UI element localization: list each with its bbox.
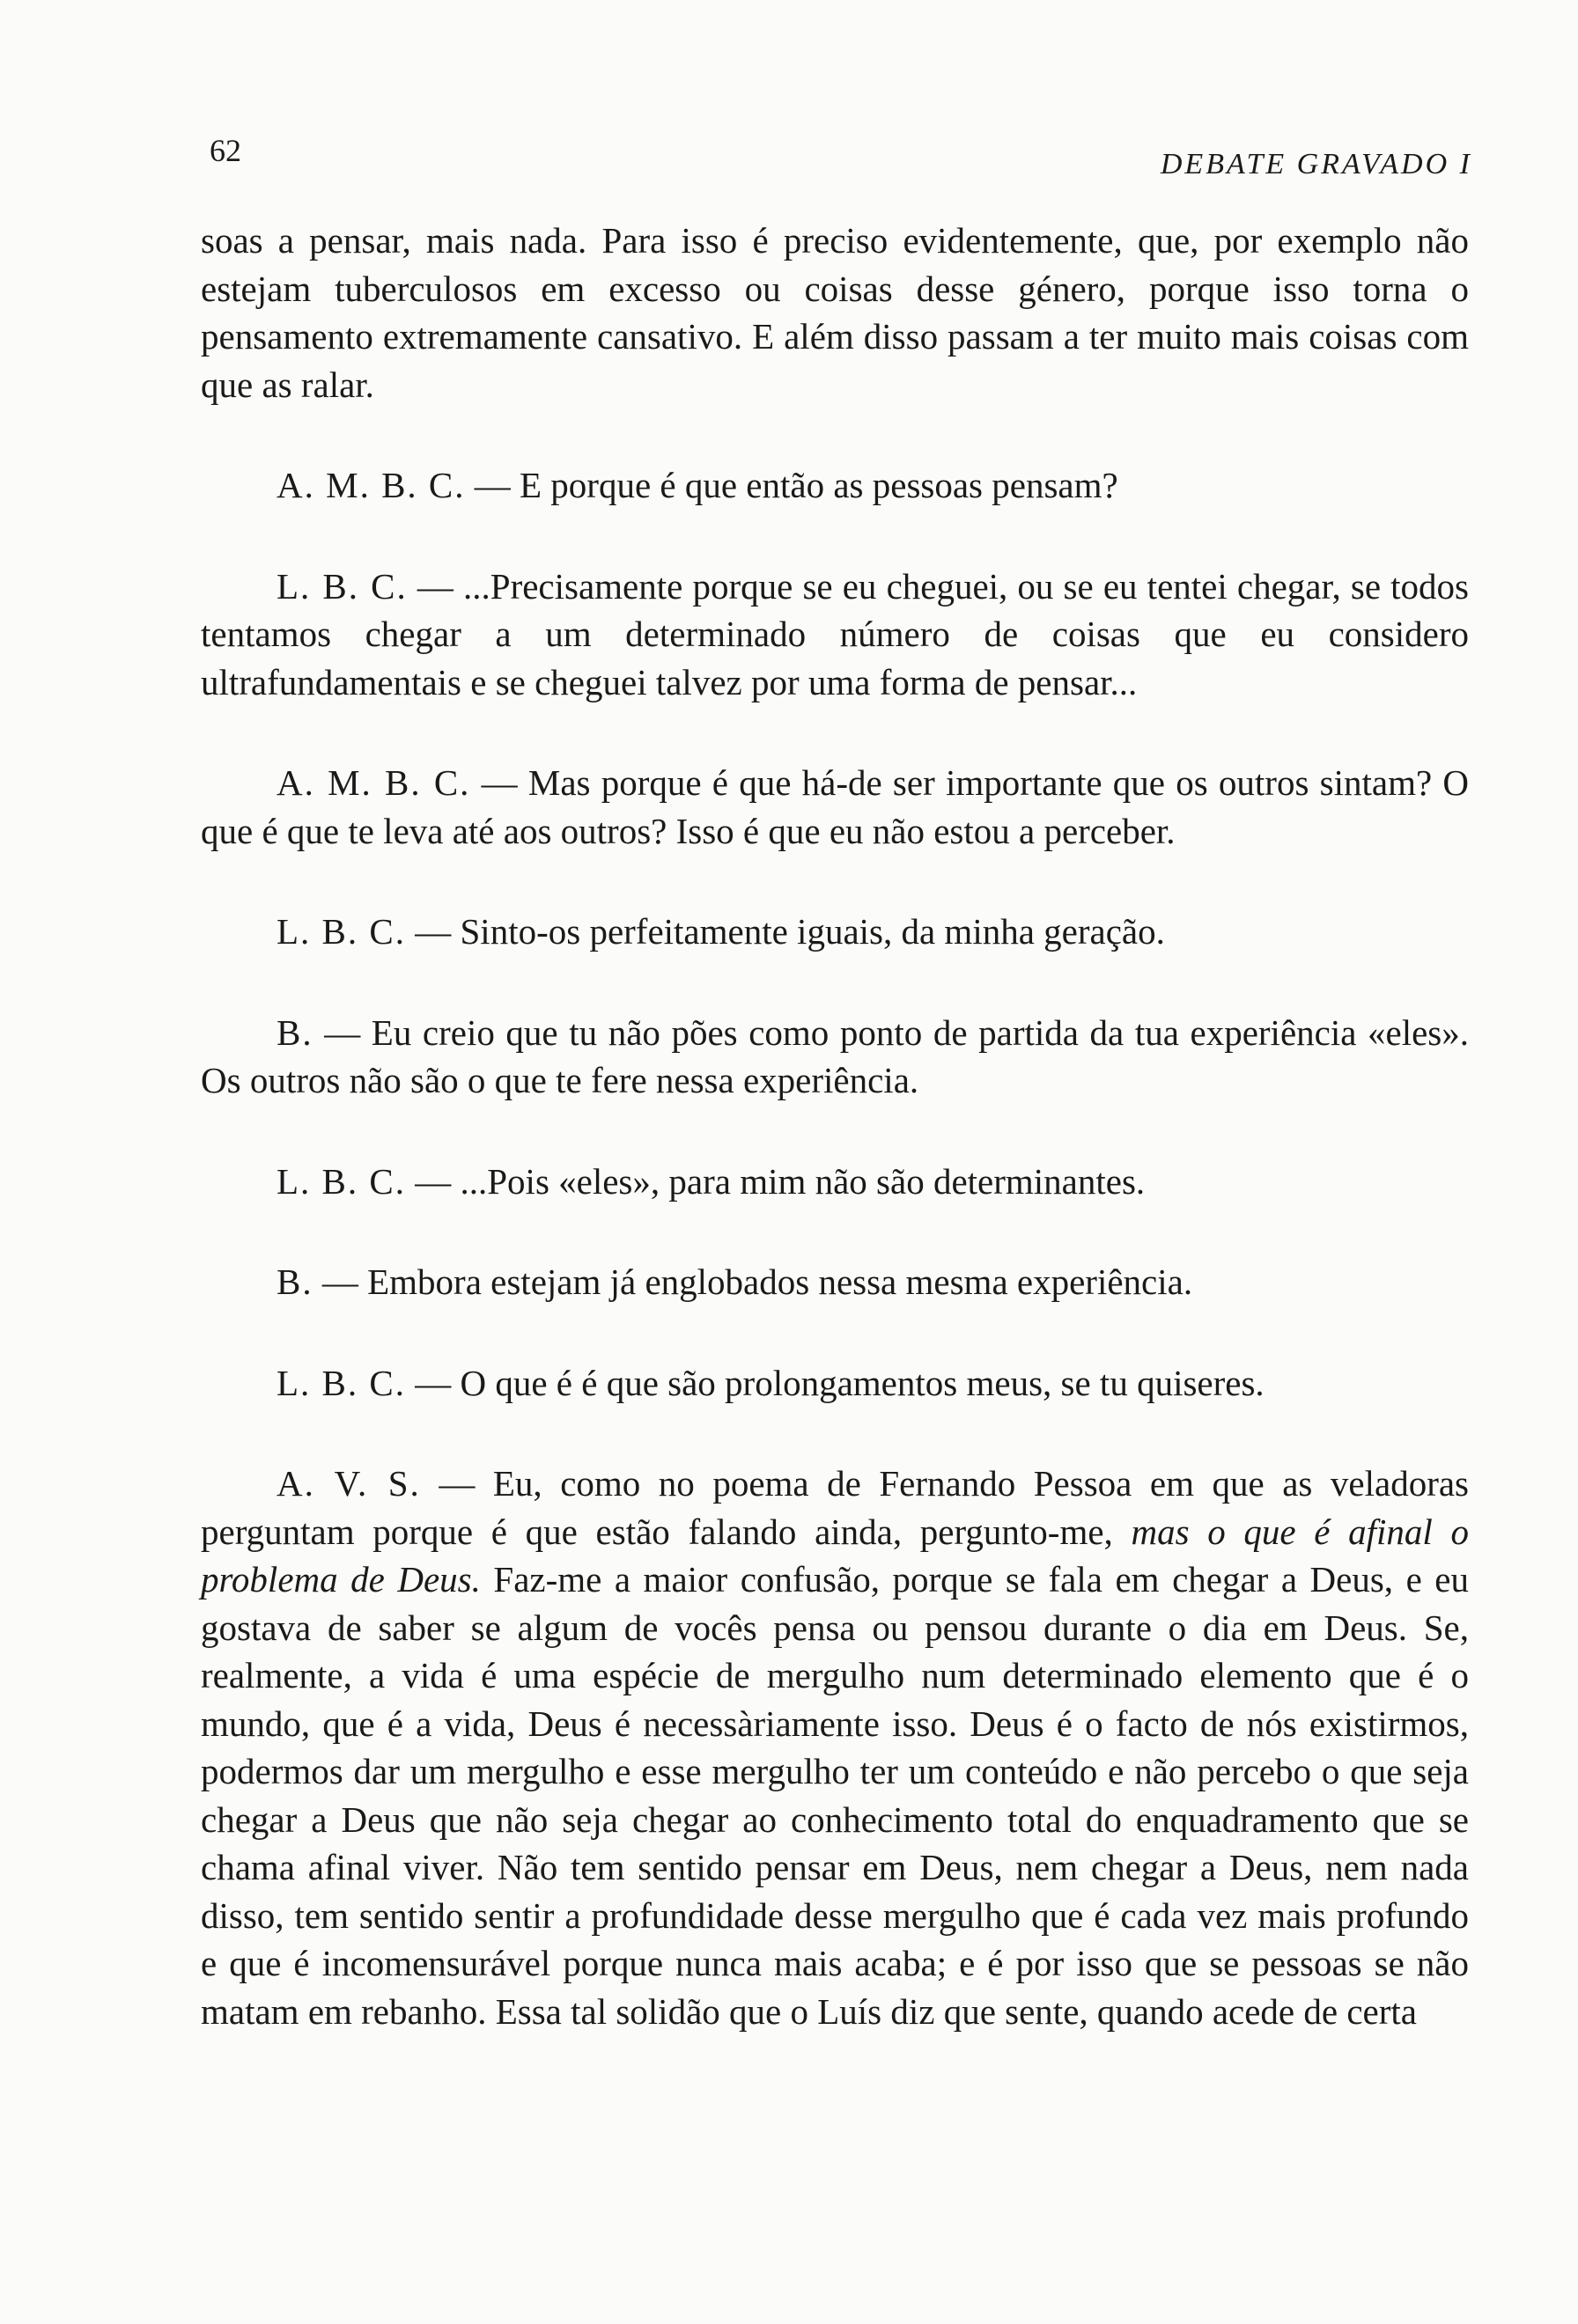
paragraph-continuation [201,217,1469,408]
body-text [201,217,1469,2035]
page-header [210,132,1472,185]
dialogue-paragraph [201,1158,1469,1206]
speaker-initials: A. M. B. C. [277,762,471,803]
dialogue-paragraph [201,461,1469,510]
paragraph-text: — Sinto-os perfeitamente iguais, da minha geração. [415,911,1165,952]
speaker-initials: L. B. C. [277,565,408,607]
speaker-initials: A. V. S. [277,1463,421,1504]
speaker-initials: B. [277,1011,313,1053]
paragraph-text: — E porque é que então as pessoas pensam? [474,465,1118,505]
dialogue-paragraph [201,1258,1469,1306]
speaker-initials: L. B. C. [277,1362,406,1403]
paragraph-text: — Eu, como no poema de Fernando Pessoa em que as veladoras perguntam porque é que estão falando ainda, pergunto-me, [201,1463,1469,1552]
dialogue-paragraph [201,908,1469,956]
paragraph-text: soas a pensar, mais nada. Para isso é preciso evidentemente, que, por exemplo não estejam tuberculosos em excesso ou coisas desse género, porque isso torna o pensamento extremamente cansativo. E além disso passam a ter muito mais coisas com que as ralar. [201,220,1469,405]
dialogue-paragraph [201,759,1469,855]
italic-phrase: mas o que é afinal o problema de Deus. [201,1511,1470,1600]
paragraph-text: — Mas porque é que há-de ser importante que os outros sintam? O que é que te leva até aos outros? Isso é que eu não estou a perceber. [201,762,1469,851]
dialogue-paragraph [201,1009,1469,1105]
dialogue-paragraph [201,1359,1469,1408]
paragraph-text: — Embora estejam já englobados nessa mesma experiência. [321,1261,1193,1302]
speaker-initials: L. B. C. [277,1160,406,1202]
paragraph-text: Faz-me a maior confusão, porque se fala em chegar a Deus, e eu gostava de saber se algum de vocês pensa ou pensou durante o dia em Deus. Se, realmente, a vida é uma espécie de mergulho num determinado elemento que é o mundo, que é a vida, Deus é necessàriamente isso. Deus é o facto de nós existirmos, podermos dar um mergulho e esse mergulho ter um conteúdo e não percebo o que seja chegar a Deus que não seja chegar ao conhecimento total do enquadramento que se chama afinal viver. Não tem sentido pensar em Deus, nem chegar a Deus, nem nada disso, tem sentido sentir a profundidade desse mergulho que é cada vez mais profundo e que é incomensurável porque nunca mais acaba; e é por isso que se pessoas se não matam em rebanho. Essa tal solidão que o Luís diz que sente, quando acede de certa [201,1559,1469,2032]
speaker-initials: B. [277,1261,313,1302]
page-number: 62 [210,133,241,168]
paragraph-text: — O que é é que são prolongamentos meus, se tu quiseres. [415,1362,1265,1403]
dialogue-paragraph [201,563,1469,707]
dialogue-paragraph [201,1460,1469,2035]
running-title: DEBATE GRAVADO I [1160,148,1472,180]
paragraph-text: — Eu creio que tu não pões como ponto de partida da tua experiência «eles». Os outros não são o que te fere nessa experiência. [201,1011,1470,1100]
speaker-initials: L. B. C. [277,911,406,952]
speaker-initials: A. M. B. C. [277,465,466,505]
paragraph-text: — ...Precisamente porque se eu cheguei, ou se eu tentei chegar, se todos tentamos chegar a um determinado número de coisas que eu considero ultrafundamentais e se cheguei talvez por uma forma de pensar... [201,565,1469,702]
paragraph-text: — ...Pois «eles», para mim não são determinantes. [415,1160,1146,1202]
